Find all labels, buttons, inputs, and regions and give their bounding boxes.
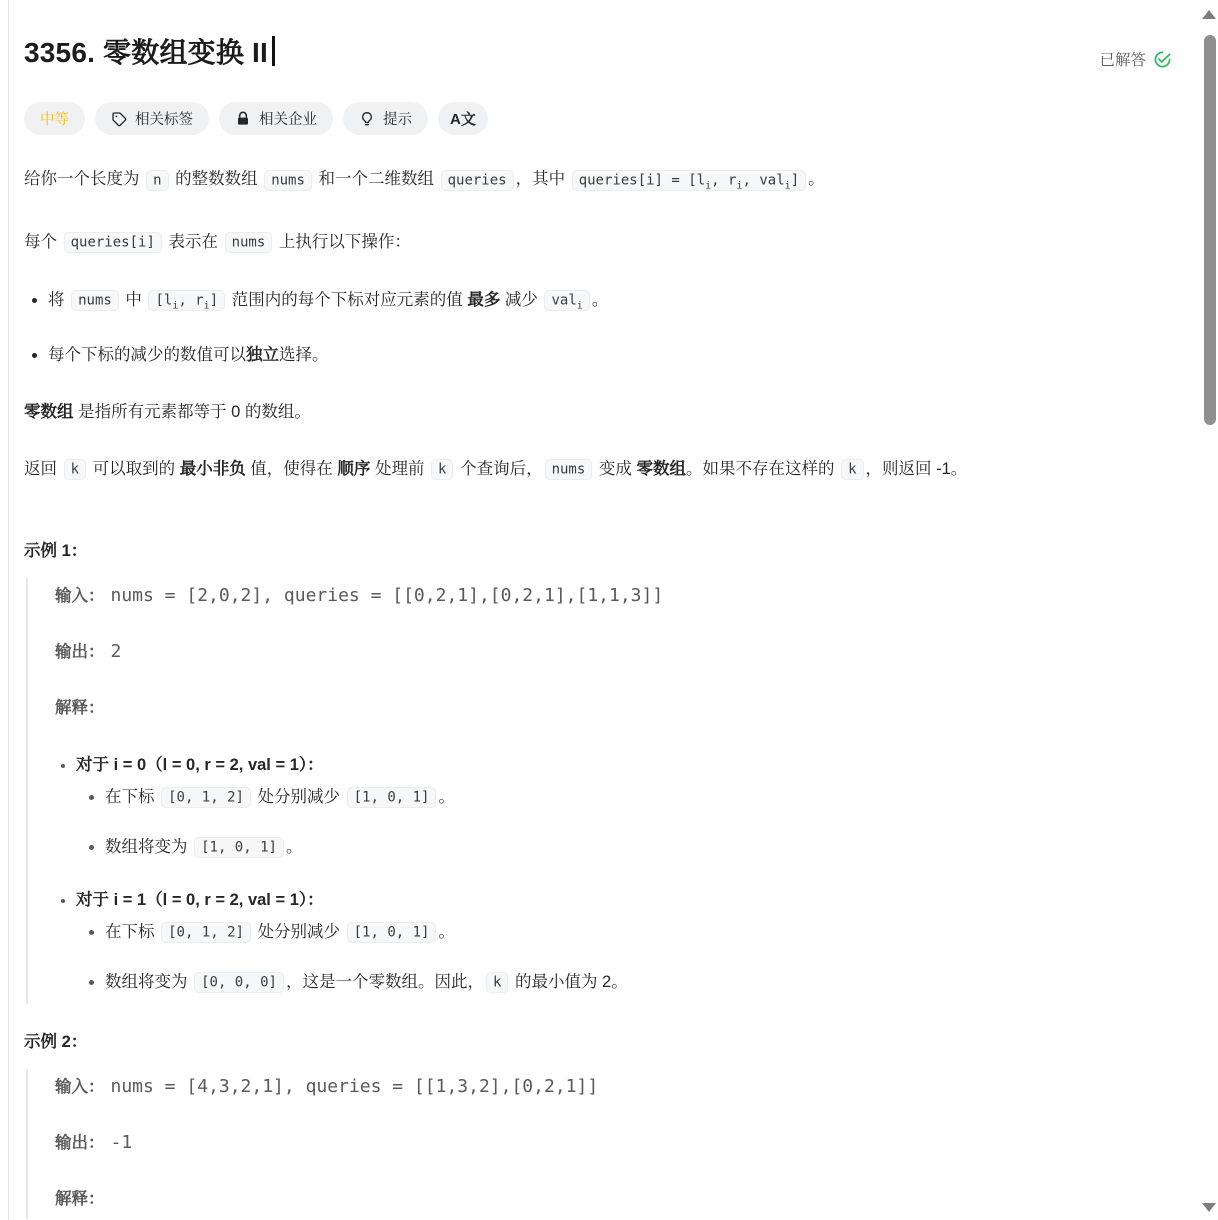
page-title: [24, 36, 275, 70]
example-2: [24, 1028, 1172, 1219]
scrollbar-thumb[interactable]: [1204, 35, 1216, 425]
scroll-up-arrow-icon[interactable]: [1202, 10, 1216, 19]
problem-description: [24, 168, 1172, 482]
io-label: 输入：: [55, 586, 105, 605]
example-1: [24, 537, 1172, 1004]
description-paragraph: 给你一个长度为 n 的整数数组 nums 和一个二维数组 queries ，其中 queries[i] = [$l_i$, $r_i$, val$_i$] 。: [24, 170, 825, 191]
scroll-down-arrow-icon[interactable]: [1202, 1203, 1216, 1212]
difficulty-badge[interactable]: 中等: [24, 102, 85, 135]
step-item: [76, 754, 1172, 859]
example-2-heading: 示例 2：: [24, 1032, 88, 1051]
panel-divider: [8, 0, 9, 1220]
io-row-output: [55, 1133, 1172, 1153]
related-companies-button[interactable]: [219, 102, 333, 135]
io-value: -1: [110, 1131, 133, 1153]
related-companies-label: 相关企业: [259, 112, 317, 128]
translate-button[interactable]: [438, 102, 488, 135]
text-caret: [272, 36, 275, 66]
description-bullet: • 每个下标的减少的数值可以独立选择。: [48, 344, 1172, 367]
translate-icon: A文: [450, 111, 476, 128]
io-label: 输出：: [55, 1133, 105, 1152]
substep-item: • 在下标 [0, 1, 2] 处分别减少 [1, 0, 1] 。: [105, 786, 1172, 809]
substep-item: • 数组将变为 [0, 0, 0] ，这是一个零数组。因此， k 的最小值为 2。: [105, 971, 1172, 994]
io-label: 输入：: [55, 1077, 105, 1096]
step-head: • 对于 i = 0（l = 0, r = 2, val = 1）：: [76, 755, 324, 774]
page-title-text: 3356. 零数组变换 II: [24, 37, 268, 68]
description-paragraph: 返回 k 可以取到的 最小非负 值，使得在 顺序 处理前 k 个查询后， nums 变成 零数组。如果不存在这样的 k ，则返回 -1。: [24, 458, 1172, 482]
substep-list: [76, 921, 1172, 994]
step-head: • 对于 i = 1（l = 0, r = 2, val = 1）：: [76, 890, 324, 909]
example-1-heading: 示例 1：: [24, 541, 88, 560]
solved-status-badge: [1099, 36, 1172, 70]
description-paragraph: 每个 queries[i] 表示在 nums 上执行以下操作：: [24, 231, 1172, 255]
lightbulb-icon: [359, 111, 375, 127]
io-row-input: [55, 586, 1172, 606]
io-row-explanation: [55, 698, 1172, 718]
example-1-steps: [55, 754, 1172, 994]
related-tags-label: 相关标签: [135, 112, 193, 128]
io-label: 解释：: [55, 698, 105, 717]
step-item: [76, 889, 1172, 994]
example-1-block: [26, 578, 1172, 1004]
tag-row: [24, 102, 1172, 135]
substep-item: • 数组将变为 [1, 0, 1] 。: [105, 836, 1172, 859]
description-paragraph: 零数组 是指所有元素都等于 0 的数组。: [24, 402, 311, 421]
example-2-block: [26, 1069, 1172, 1219]
solved-status-label: 已解答: [1099, 52, 1146, 69]
tag-icon: [111, 111, 127, 127]
hint-button[interactable]: [343, 102, 428, 135]
io-value: nums = [4,3,2,1], queries = [[1,3,2],[0,2,1]]: [110, 1075, 599, 1097]
title-row: [24, 36, 1172, 70]
io-value: 2: [110, 640, 122, 662]
io-row-input: [55, 1077, 1172, 1097]
lock-icon: [235, 111, 251, 127]
scrollbar: [1201, 0, 1218, 1220]
io-row-output: [55, 642, 1172, 662]
related-tags-button[interactable]: [95, 102, 209, 135]
substep-list: [76, 786, 1172, 859]
hint-label: 提示: [383, 112, 412, 128]
substep-item: • 在下标 [0, 1, 2] 处分别减少 [1, 0, 1] 。: [105, 921, 1172, 944]
description-bullet-list: [24, 289, 1172, 367]
io-value: nums = [2,0,2], queries = [[0,2,1],[0,2,1],[1,1,3]]: [110, 584, 664, 606]
io-row-explanation: [55, 1189, 1172, 1209]
io-label: 解释：: [55, 1189, 105, 1208]
description-bullet: • 将 nums 中 [$l_i$, $r_i$] 范围内的每个下标对应元素的值 最多 减少 val$_i$ 。: [48, 289, 1172, 318]
check-circle-icon: [1153, 50, 1172, 69]
io-label: 输出：: [55, 642, 105, 661]
